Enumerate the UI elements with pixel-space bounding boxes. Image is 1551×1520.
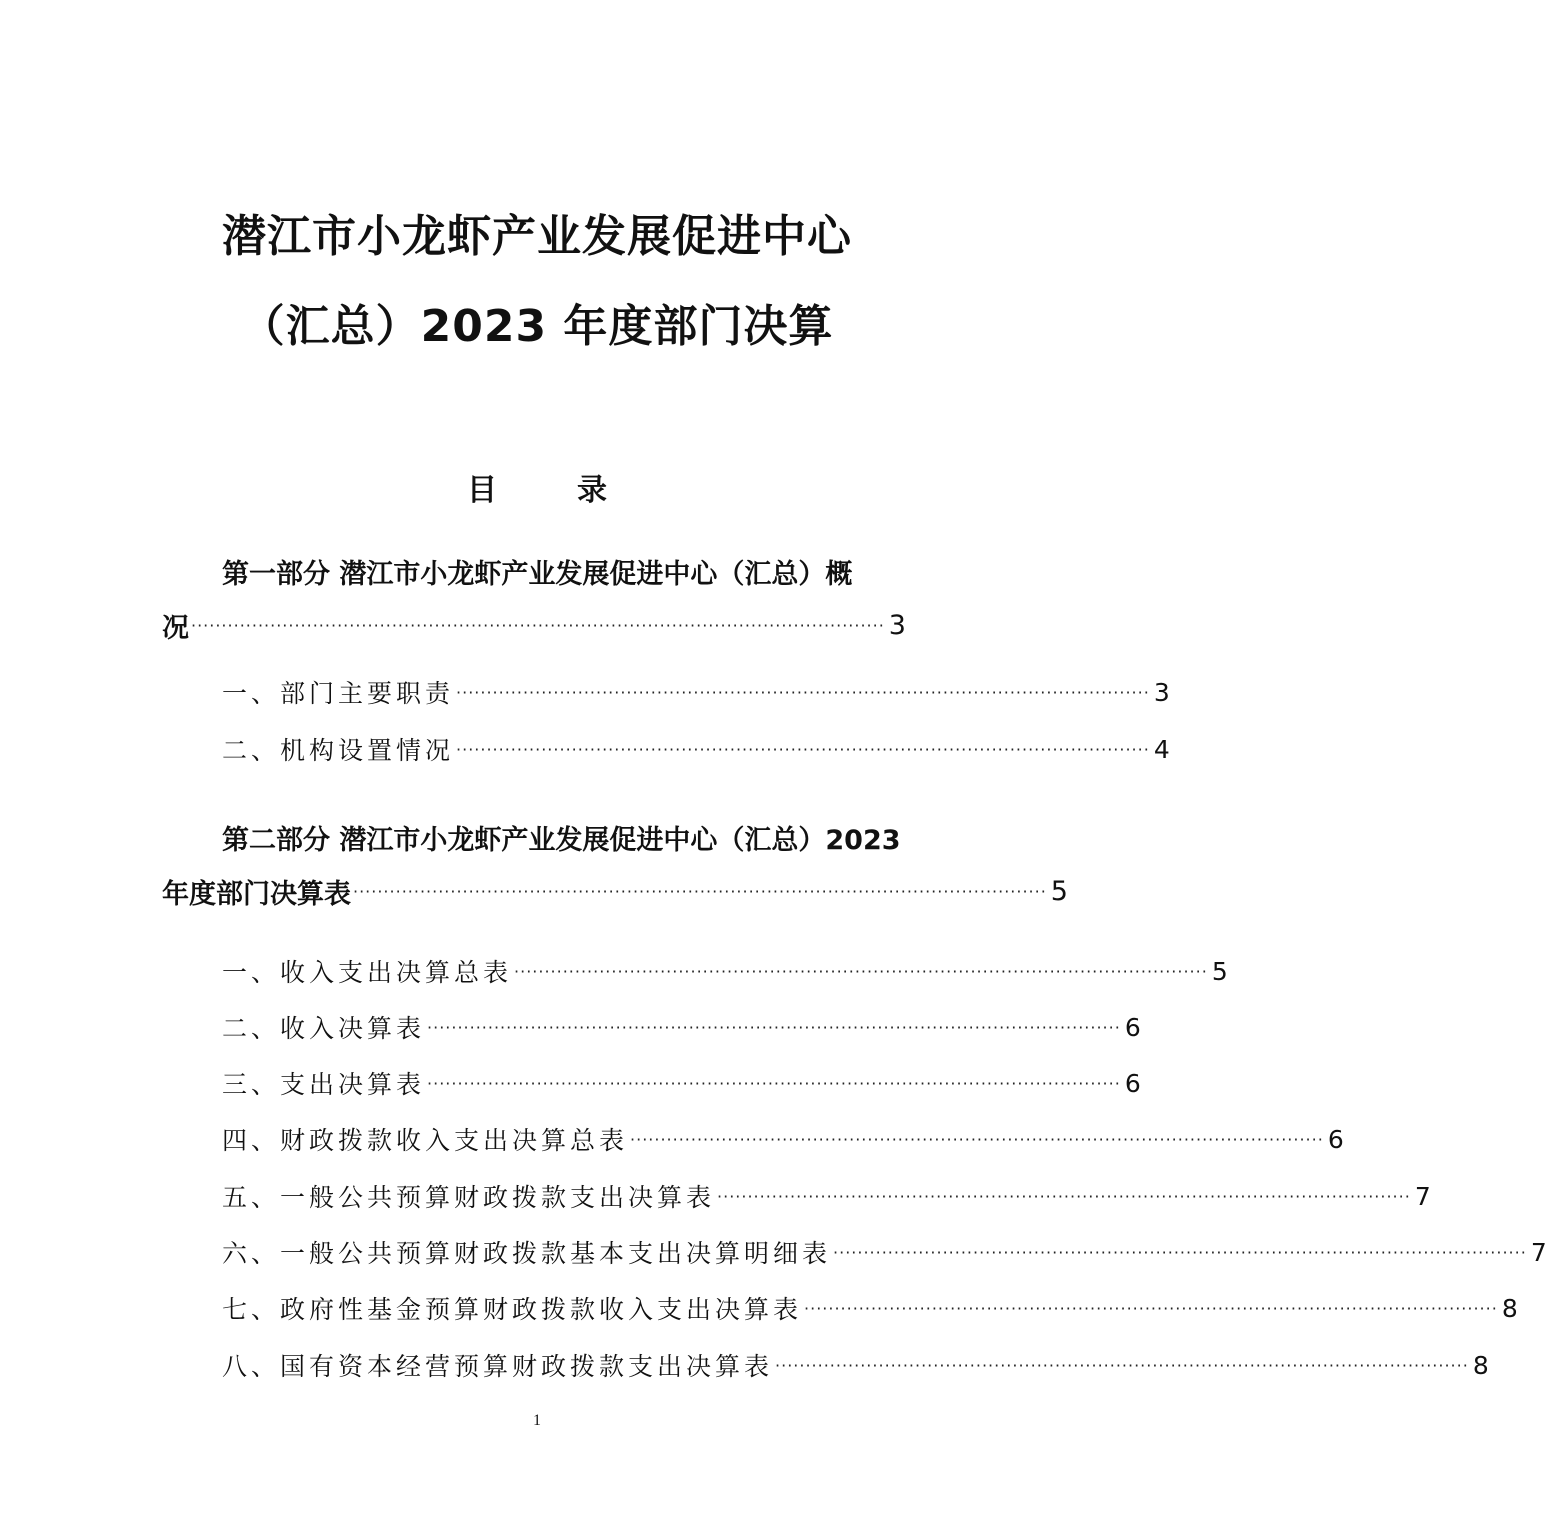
page-number: 1: [533, 1412, 541, 1429]
toc-page-number: 8: [1472, 1350, 1493, 1380]
toc-item[interactable]: [222, 1063, 1145, 1103]
toc-leader-dots: ··················································································································: [427, 1017, 1121, 1037]
toc-page-number: 6: [1327, 1124, 1348, 1154]
toc-item-label: 七、政府性基金预算财政拨款收入支出决算表: [222, 1295, 803, 1324]
toc-item[interactable]: [222, 672, 1174, 712]
toc-leader-dots: ··················································································································: [630, 1129, 1324, 1149]
toc-part1-title-cont: 况: [162, 612, 189, 644]
toc-heading: [0, 465, 1074, 509]
toc-leader-dots: ··················································································································: [353, 881, 1047, 901]
toc-page-number: 5: [1050, 875, 1068, 907]
toc-page-number: 3: [1153, 677, 1174, 707]
toc-heading-char-1: 目: [467, 473, 497, 508]
toc-page-number: 6: [1124, 1068, 1145, 1098]
toc-item-label: 五、一般公共预算财政拨款支出决算表: [222, 1183, 716, 1212]
toc-item-label: 一、收入支出决算总表: [222, 958, 513, 987]
toc-item-label: 四、财政拨款收入支出决算总表: [222, 1126, 629, 1155]
toc-leader-dots: ··················································································································: [775, 1355, 1469, 1375]
toc-part2-entry[interactable]: [162, 871, 1068, 911]
toc-item[interactable]: [222, 1345, 1493, 1385]
toc-part2-title-cont: 年度部门决算表: [162, 878, 351, 910]
toc-leader-dots: ··················································································································: [456, 739, 1150, 759]
toc-item-label: 一、部门主要职责: [222, 679, 455, 708]
toc-leader-dots: ··················································································································: [833, 1242, 1527, 1262]
toc-item[interactable]: [222, 1232, 1551, 1272]
toc-part1-entry[interactable]: [162, 605, 906, 645]
document-title-line-2: （汇总）2023 年度部门决算: [240, 301, 834, 352]
toc-item[interactable]: [222, 1119, 1348, 1159]
document-title-line-1: 潜江市小龙虾产业发展促进中心: [222, 211, 852, 262]
toc-page-number: 7: [1414, 1181, 1435, 1211]
toc-item[interactable]: [222, 1288, 1522, 1328]
toc-part1-title: 第一部分 潜江市小龙虾产业发展促进中心（汇总）概: [222, 559, 853, 590]
toc-item[interactable]: [222, 729, 1174, 769]
toc-leader-dots: ··················································································································: [456, 682, 1150, 702]
toc-page-number: 6: [1124, 1012, 1145, 1042]
toc-page-number: 4: [1153, 734, 1174, 764]
toc-item-label: 三、支出决算表: [222, 1070, 426, 1099]
toc-page-number: 8: [1501, 1293, 1522, 1323]
toc-leader-dots: ··················································································································: [514, 961, 1208, 981]
toc-page-number: 5: [1211, 956, 1232, 986]
toc-page-number: 3: [888, 609, 906, 641]
toc-page-number: 7: [1530, 1237, 1551, 1267]
toc-item-label: 二、收入决算表: [222, 1014, 426, 1043]
toc-leader-dots: ··················································································································: [717, 1186, 1411, 1206]
toc-heading-char-2: 录: [577, 473, 607, 508]
toc-leader-dots: ··················································································································: [427, 1073, 1121, 1093]
toc-item[interactable]: [222, 951, 1232, 991]
toc-part2-title: 第二部分 潜江市小龙虾产业发展促进中心（汇总）2023: [222, 825, 901, 856]
toc-item-label: 八、国有资本经营预算财政拨款支出决算表: [222, 1352, 774, 1381]
toc-item-label: 六、一般公共预算财政拨款基本支出决算明细表: [222, 1239, 832, 1268]
toc-item[interactable]: [222, 1176, 1435, 1216]
toc-leader-dots: ··················································································································: [804, 1298, 1498, 1318]
toc-leader-dots: ··················································································································: [191, 615, 885, 635]
toc-item[interactable]: [222, 1007, 1145, 1047]
toc-item-label: 二、机构设置情况: [222, 736, 455, 765]
